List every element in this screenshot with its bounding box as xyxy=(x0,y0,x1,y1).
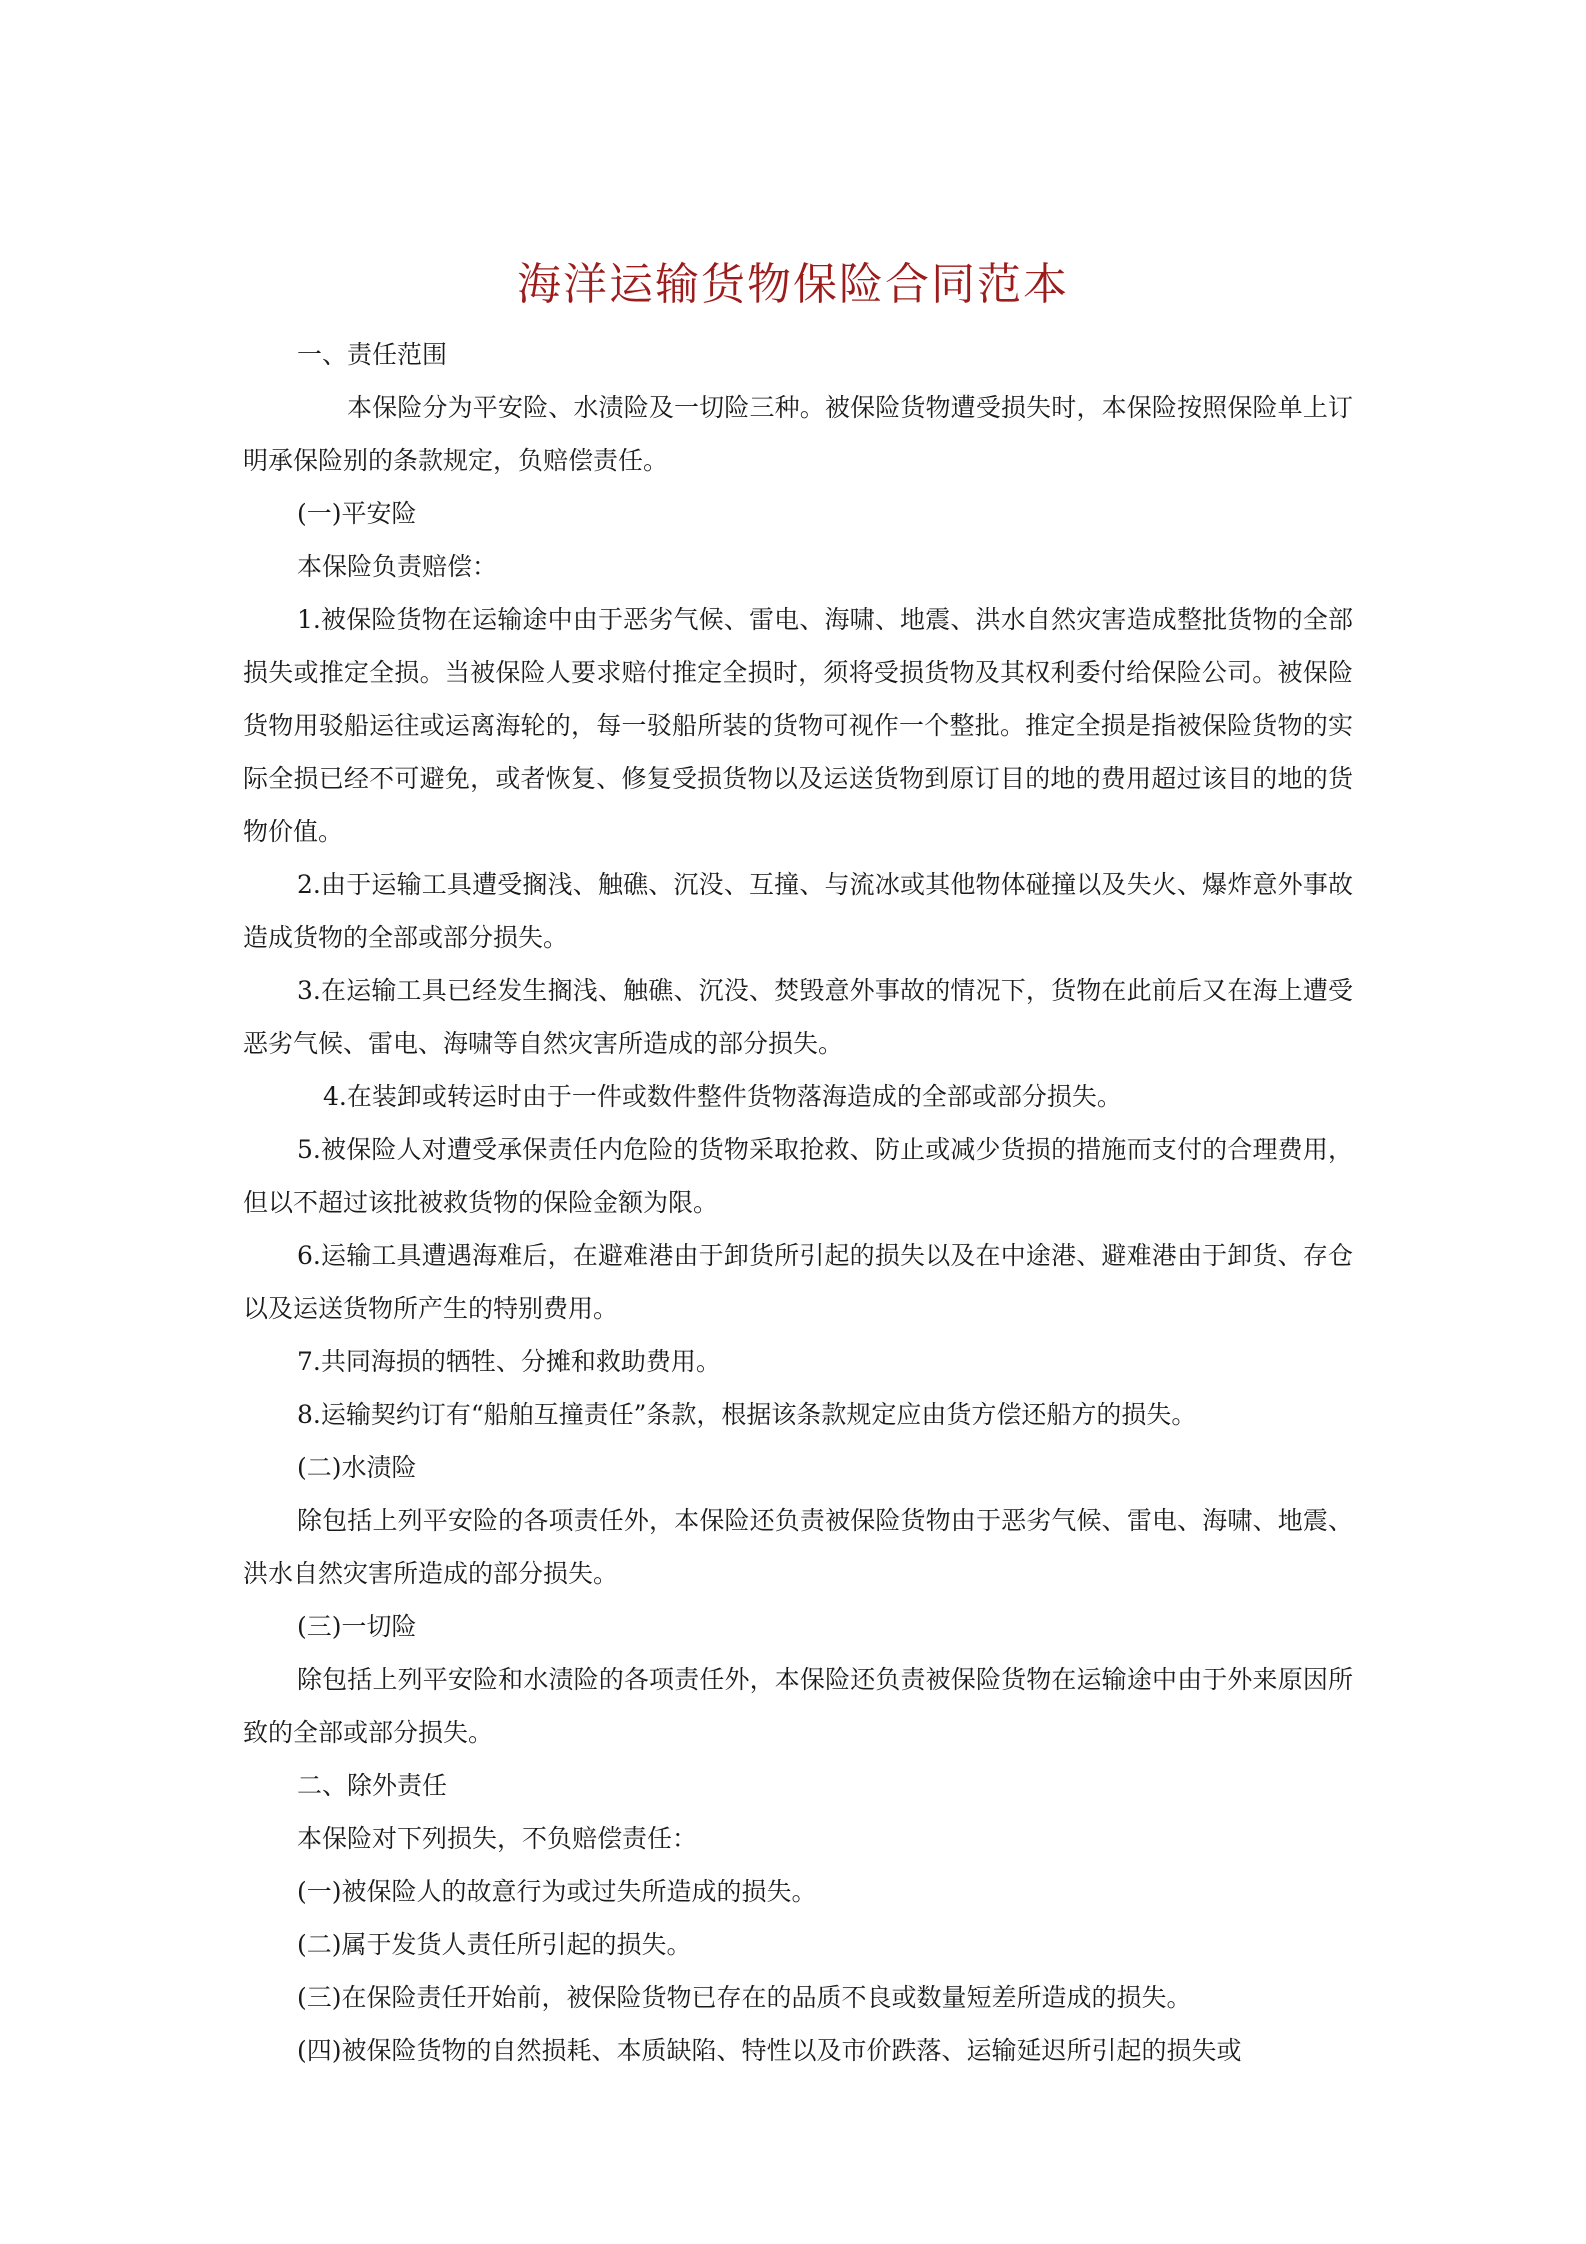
subsection-heading: (三)一切险 xyxy=(297,1612,417,1641)
paragraph: 除包括上列平安险和水渍险的各项责任外，本保险还负责被保险货物在运输途中由于外来原因所致的全部或部分损失。 xyxy=(243,1665,1353,1747)
section-heading: 一、责任范围 xyxy=(297,340,448,369)
list-item: 2.由于运输工具遭受搁浅、触礁、沉没、互撞、与流冰或其他物体碰撞以及失火、爆炸意外事故造成货物的全部或部分损失。 xyxy=(243,870,1353,952)
document-title: 海洋运输货物保险合同范本 xyxy=(517,259,1069,310)
list-item: 8.运输契约订有“船舶互撞责任”条款，根据该条款规定应由货方偿还船方的损失。 xyxy=(297,1400,1197,1429)
list-item: 5.被保险人对遭受承保责任内危险的货物采取抢救、防止或减少货损的措施而支付的合理费用，但以不超过该批被救货物的保险金额为限。 xyxy=(243,1135,1353,1217)
list-item: (三)在保险责任开始前，被保险货物已存在的品质不良或数量短差所造成的损失。 xyxy=(297,1983,1192,2012)
list-item: 7.共同海损的牺牲、分摊和救助费用。 xyxy=(297,1347,721,1376)
list-item: 4.在装卸或转运时由于一件或数件整件货物落海造成的全部或部分损失。 xyxy=(323,1082,1122,1111)
paragraph: 本保险负责赔偿： xyxy=(297,552,498,581)
list-item: (二)属于发货人责任所引起的损失。 xyxy=(297,1930,692,1959)
paragraph: 除包括上列平安险的各项责任外，本保险还负责被保险货物由于恶劣气候、雷电、海啸、地震、洪水自然灾害所造成的部分损失。 xyxy=(243,1506,1353,1588)
list-item: 3.在运输工具已经发生搁浅、触礁、沉没、焚毁意外事故的情况下，货物在此前后又在海上遭受恶劣气候、雷电、海啸等自然灾害所造成的部分损失。 xyxy=(243,976,1353,1058)
paragraph: 本保险对下列损失，不负赔偿责任： xyxy=(297,1824,698,1853)
subsection-heading: (一)平安险 xyxy=(297,499,417,528)
list-item: 1.被保险货物在运输途中由于恶劣气候、雷电、海啸、地震、洪水自然灾害造成整批货物的全部损失或推定全损。当被保险人要求赔付推定全损时，须将受损货物及其权利委付给保险公司。被保险货物用驳船运往或运离海轮的，每一驳船所装的货物可视作一个整批。推定全损是指被保险货物的实际全损已经不可避免，或者恢复、修复受损货物以及运送货物到原订目的地的费用超过该目的地的货物价值。 xyxy=(243,605,1353,846)
list-item: (四)被保险货物的自然损耗、本质缺陷、特性以及市价跌落、运输延迟所引起的损失或 xyxy=(297,2036,1242,2065)
paragraph: 本保险分为平安险、水渍险及一切险三种。被保险货物遭受损失时，本保险按照保险单上订明承保险别的条款规定，负赔偿责任。 xyxy=(243,393,1353,475)
subsection-heading: (二)水渍险 xyxy=(297,1453,417,1482)
list-item: (一)被保险人的故意行为或过失所造成的损失。 xyxy=(297,1877,817,1906)
section-heading: 二、除外责任 xyxy=(297,1771,448,1800)
document-body xyxy=(243,328,1353,2077)
list-item: 6.运输工具遭遇海难后，在避难港由于卸货所引起的损失以及在中途港、避难港由于卸货、存仓以及运送货物所产生的特别费用。 xyxy=(243,1241,1353,1323)
